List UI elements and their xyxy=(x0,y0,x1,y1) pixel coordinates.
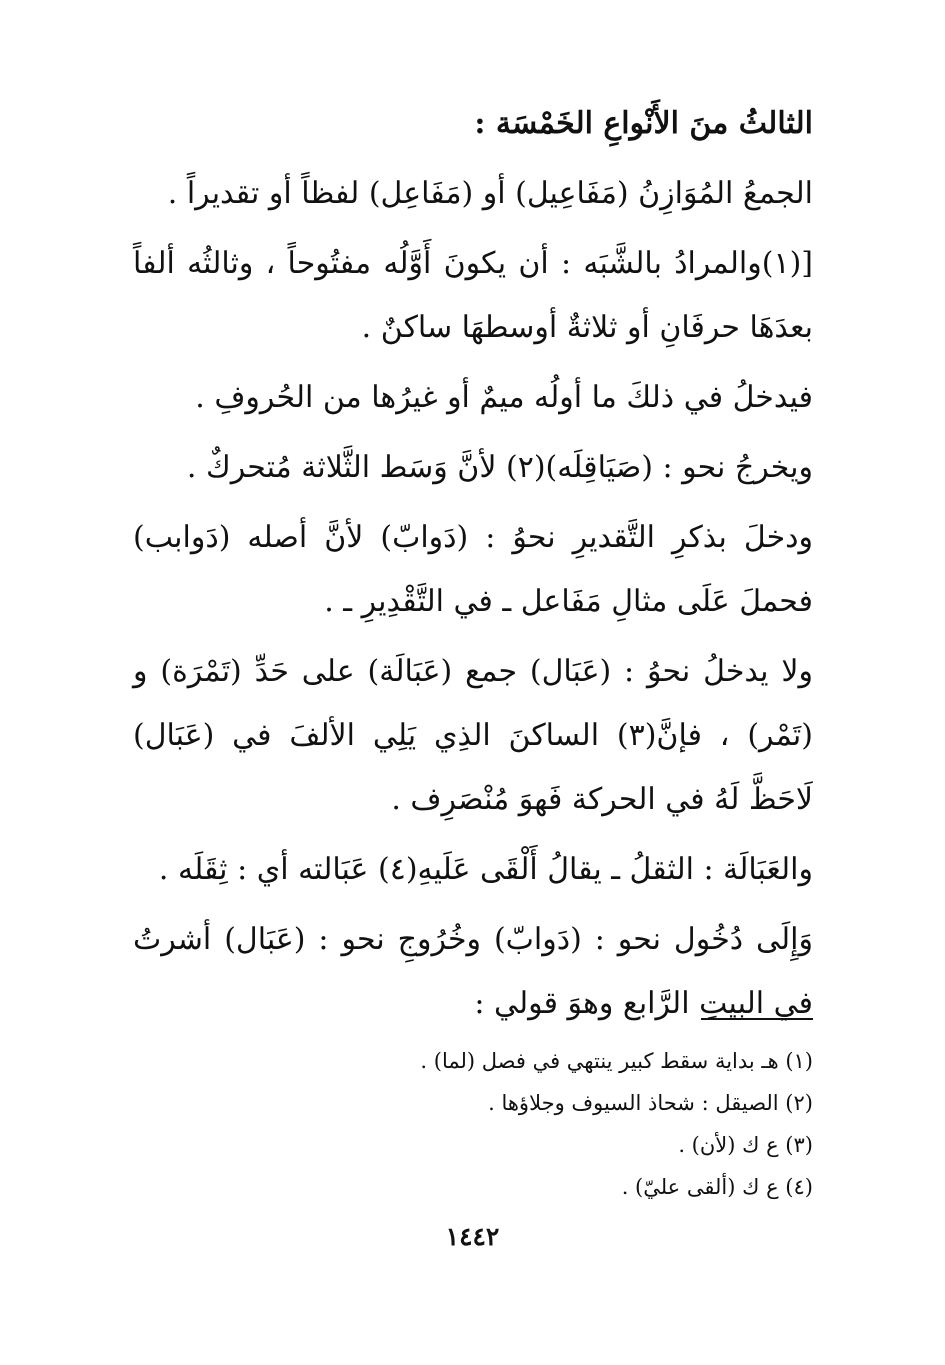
footnote-3: (٣) ع ك (لأن) . xyxy=(678,1133,813,1157)
page-number: ١٤٤٢ xyxy=(445,1222,500,1251)
main-text xyxy=(133,96,813,1036)
section-heading: الثالثُ منَ الأَنْواعِ الخَمْسَة : xyxy=(474,106,813,141)
footnotes xyxy=(133,1040,813,1208)
paragraph-2: [(١)والمرادُ بالشَّبَه : أن يكونَ أَوَّلُه مفتُوحاً ، وثالثُه ألفاً بعدَهَا حرفَانِ أو ثلاثةٌ أوسطهَا ساكنٌ . xyxy=(133,246,813,345)
paragraph-7: والعَبَالَة : الثقلُ ـ يقالُ أَلْقَى عَلَيهِ(٤) عَبَالته أي : ثِقَلَه . xyxy=(158,852,813,887)
paragraph-8: وَإِلَى دُخُول نحو : (دَوابّ) وخُرُوجِ نحو : (عَبَال) أشرتُ في البيتِ الرَّابع وهوَ قولي : xyxy=(133,922,813,1021)
footnote-4: (٤) ع ك (ألقى عليّ) . xyxy=(621,1175,813,1199)
footnote-2: (٢) الصيقل : شحاذ السيوف وجلاؤها . xyxy=(488,1091,813,1115)
footnote-separator xyxy=(701,1018,813,1020)
paragraph-1: الجمعُ المُوَازِنُ (مَفَاعِيل) أو (مَفَاعِل) لفظاً أو تقديراً . xyxy=(167,176,813,211)
paragraph-6: ولا يدخلُ نحوُ : (عَبَال) جمع (عَبَالَة) على حَدِّ (تَمْرَة) و (تَمْر) ، فإنَّ(٣) الساكنَ الذِي يَلِي الألفَ في (عَبَال) لَاحَظَّ لَهُ في الحركة فَهوَ مُنْصَرِف . xyxy=(133,654,813,817)
paragraph-4: ويخرجُ نحو : (صَيَاقِلَه)(٢) لأنَّ وَسَط الثَّلاثة مُتحركٌ . xyxy=(186,450,813,485)
paragraph-3: فيدخلُ في ذلكَ ما أولُه ميمٌ أو غيرُها من الحُروفِ . xyxy=(195,380,813,415)
footnote-1: (١) هـ بداية سقط كبير ينتهي في فصل (لما) . xyxy=(420,1049,813,1073)
paragraph-5: ودخلَ بذكرِ التَّقديرِ نحوُ : (دَوابّ) لأنَّ أصله (دَوابب) فحملَ عَلَى مثالِ مَفَاعل ـ في التَّقْدِيرِ ـ . xyxy=(133,520,813,619)
